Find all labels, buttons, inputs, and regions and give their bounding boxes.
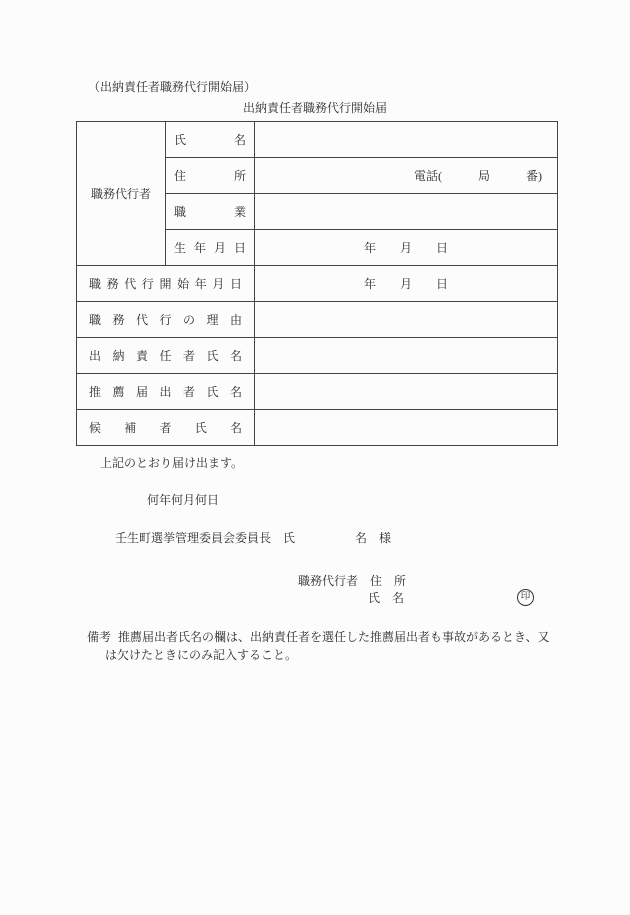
table-row-reason (77, 302, 558, 338)
seal-mark-icon: 印 (517, 589, 534, 606)
address-field-cell: 電話( 局 番) (255, 158, 558, 194)
row-label-nominator-name: 推薦届出者氏名 (77, 374, 255, 410)
table-row-treasurer-name (77, 338, 558, 374)
form-header-note: （出納責任者職務代行開始届） (88, 80, 257, 94)
remarks-line2: は欠けたときにのみ記入すること。 (105, 648, 298, 662)
row-label-name: 氏名 (166, 122, 255, 158)
birthdate-field-cell: 年 月 日 (255, 230, 558, 266)
row-label-address: 住所 (166, 158, 255, 194)
nominator-name-field-cell (255, 374, 558, 410)
table-row-name (77, 122, 558, 158)
table-row-nominator-name (77, 374, 558, 410)
remarks-line1: 推薦届出者氏名の欄は、出納責任者を選任した推薦届出者も事故があるとき、又 (118, 630, 550, 644)
row-label-reason: 職務代行の理由 (77, 302, 255, 338)
reason-field-cell (255, 302, 558, 338)
table-row-start-date (77, 266, 558, 302)
start-date-field-cell: 年 月 日 (255, 266, 558, 302)
row-label-treasurer-name: 出納責任者氏名 (77, 338, 255, 374)
page-title: 出納責任者職務代行開始届 (242, 101, 387, 115)
group-label-deputy: 職務代行者 (77, 122, 166, 266)
table-row-candidate-name (77, 410, 558, 446)
row-label-start-date: 職務代行開始年月日 (77, 266, 255, 302)
declaration-text: 上記のとおり届け出ます。 (100, 456, 244, 470)
row-label-birthdate: 生年月日 (166, 230, 255, 266)
signer-address-line: 職務代行者 住 所 (298, 574, 407, 588)
remarks-block (87, 628, 567, 664)
treasurer-name-field-cell (255, 338, 558, 374)
remarks-label: 備考 (87, 630, 112, 644)
row-label-candidate-name: 候補者氏名 (77, 410, 255, 446)
candidate-name-field-cell (255, 410, 558, 446)
form-table (76, 121, 558, 446)
signer-name-line: 氏 名 (368, 591, 405, 605)
name-field-cell (255, 122, 558, 158)
date-placeholder-text: 何年何月何日 (147, 493, 220, 507)
row-label-occupation: 職業 (166, 194, 255, 230)
recipient-line: 壬生町選挙管理委員会委員長 氏 名 様 (115, 531, 392, 545)
occupation-field-cell (255, 194, 558, 230)
